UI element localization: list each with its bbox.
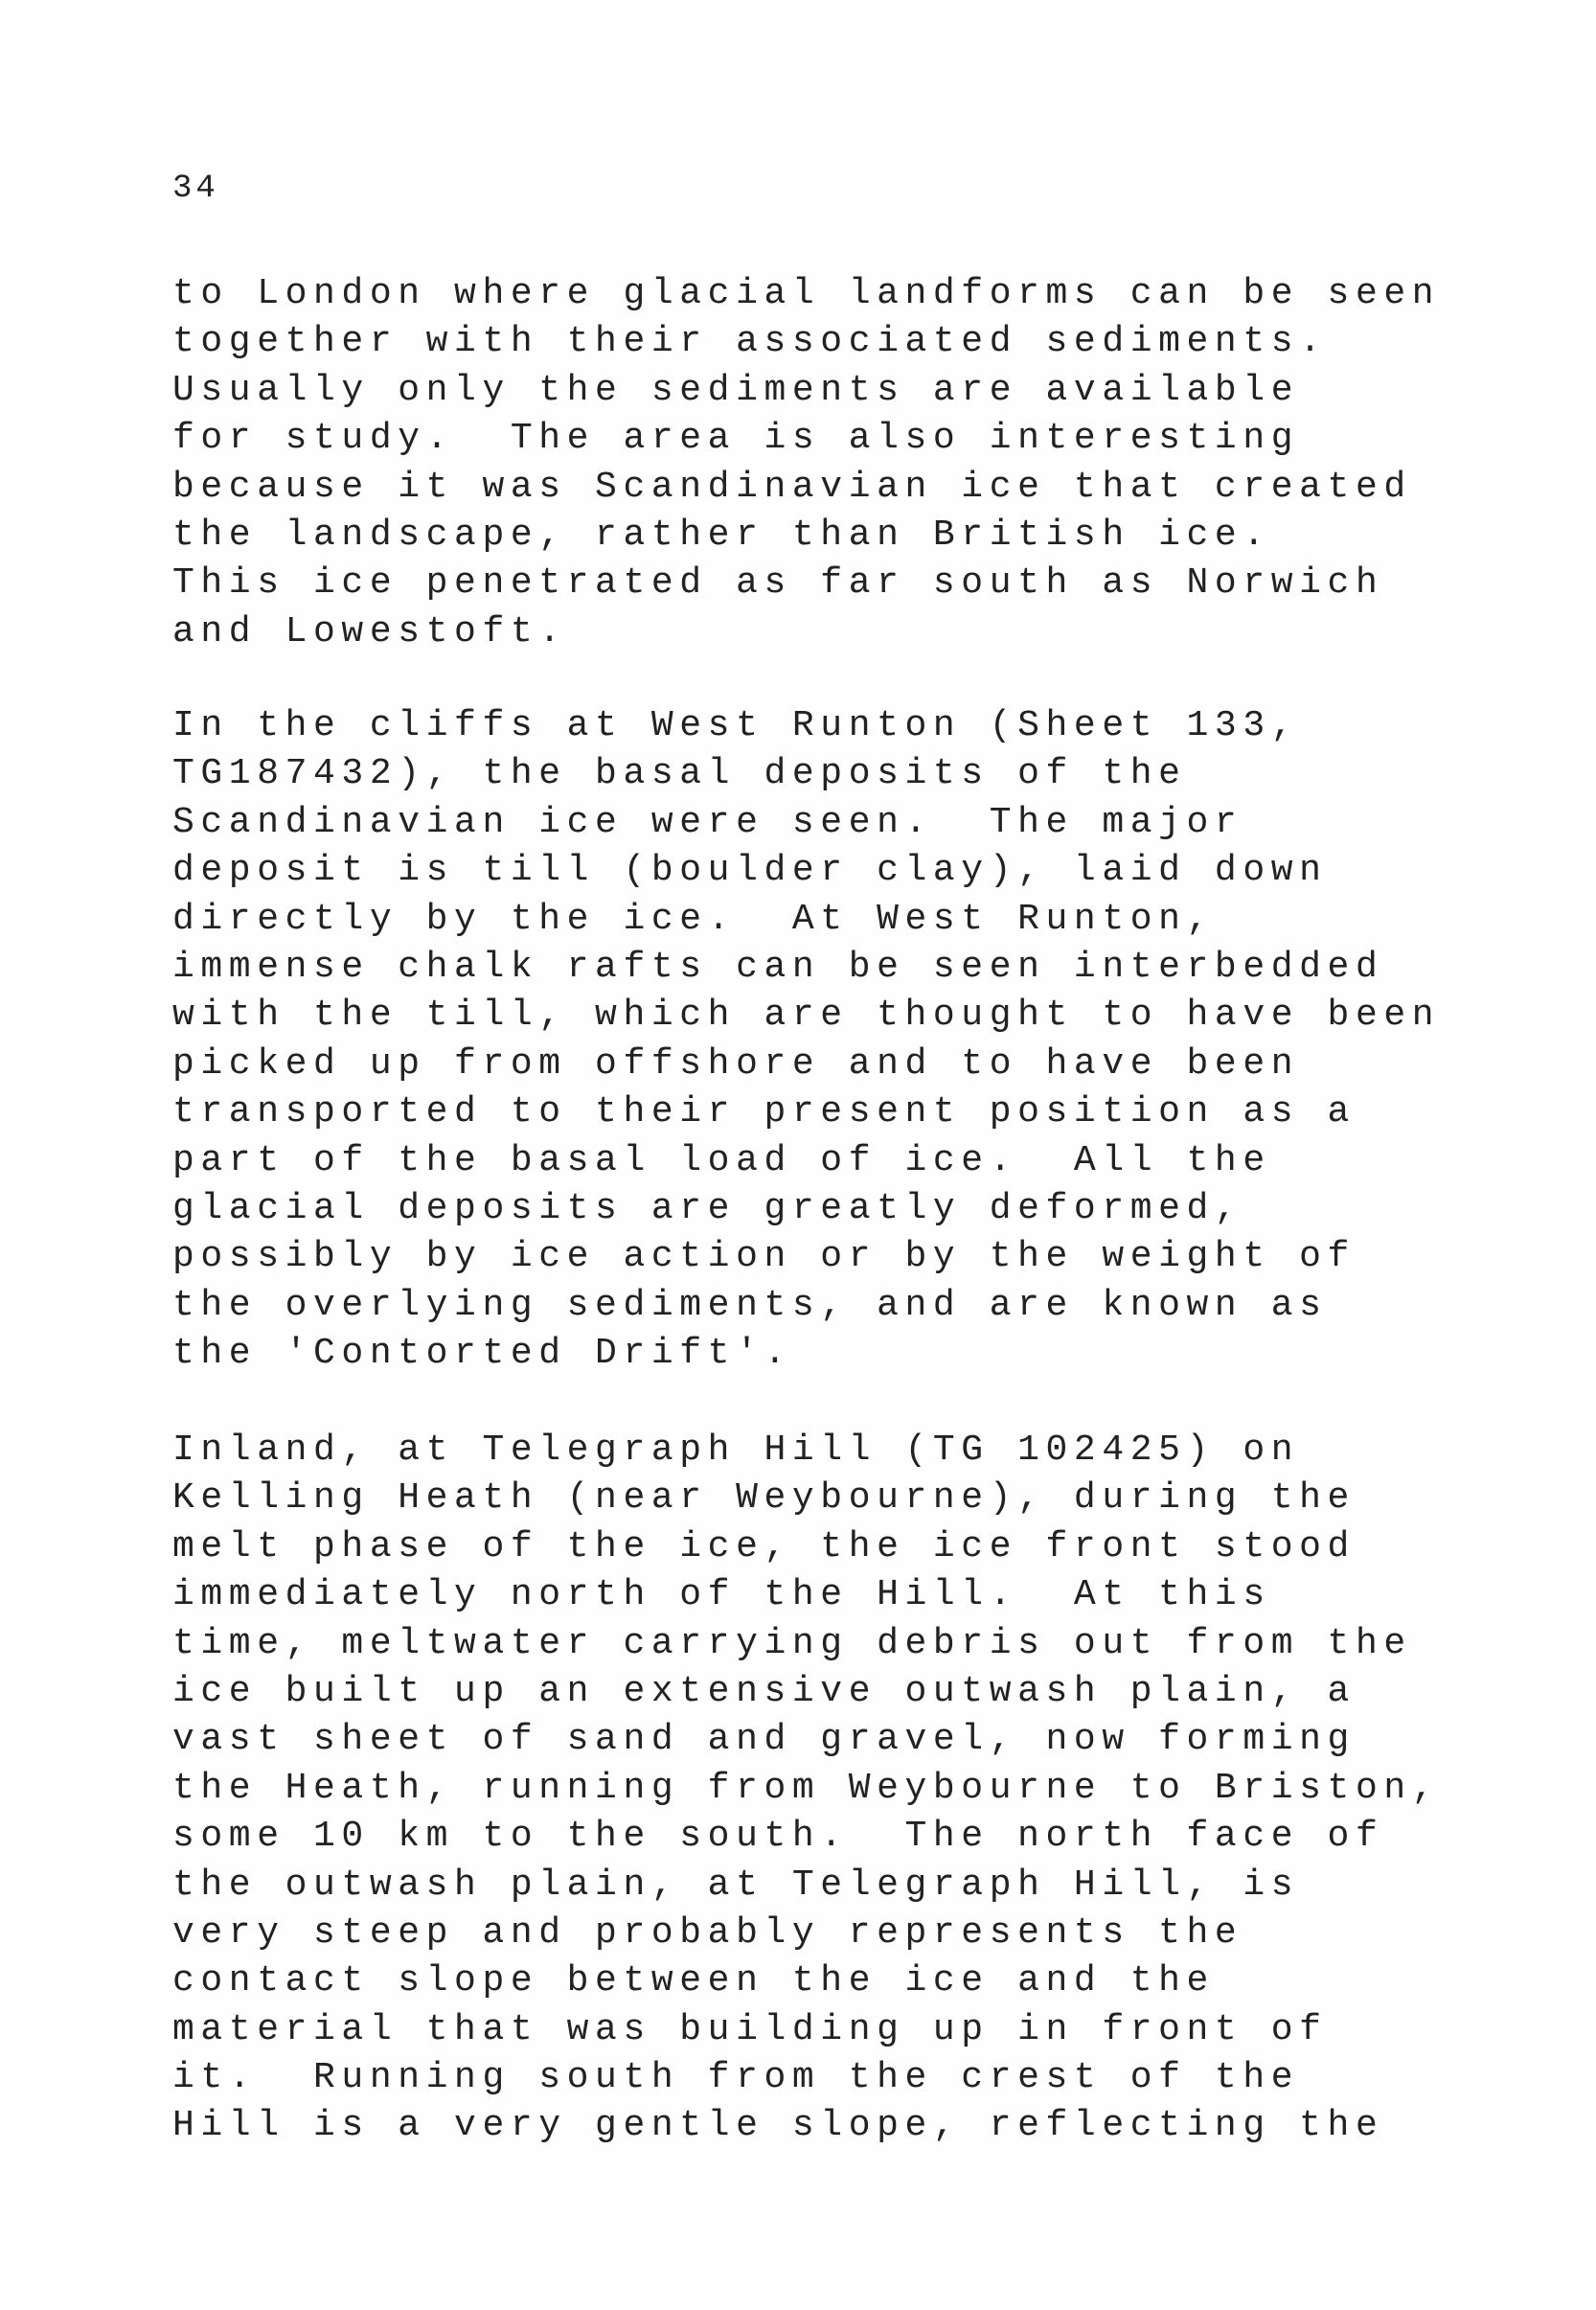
text-line: the overlying sediments, and are known as: [172, 1284, 1328, 1326]
text-line: and Lowestoft.: [172, 610, 567, 652]
text-line: Hill is a very gentle slope, reflecting the: [172, 2105, 1384, 2147]
text-line: melt phase of the ice, the ice front stood: [172, 1525, 1356, 1567]
text-line: it. Running south from the crest of the: [172, 2057, 1300, 2099]
text-line: glacial deposits are greatly deformed,: [172, 1187, 1243, 1229]
page-number: 34: [172, 171, 219, 207]
text-line: to London where glacial landforms can be seen: [172, 273, 1441, 314]
text-line: deposit is till (boulder clay), laid down: [172, 850, 1328, 892]
text-line: directly by the ice. At West Runton,: [172, 898, 1215, 940]
text-line: the 'Contorted Drift'.: [172, 1333, 792, 1375]
text-line: very steep and probably represents the: [172, 1911, 1243, 1954]
text-line: Usually only the sediments are available: [172, 369, 1300, 411]
text-line: the Heath, running from Weybourne to Briston,: [172, 1767, 1441, 1809]
text-line: for study. The area is also interesting: [172, 418, 1300, 460]
text-line: immense chalk rafts can be seen interbedded: [172, 946, 1384, 988]
text-line: Kelling Heath (near Weybourne), during the: [172, 1477, 1356, 1520]
text-line: Inland, at Telegraph Hill (TG 102425) on: [172, 1429, 1300, 1471]
paragraph-1: [172, 270, 1475, 656]
text-line: together with their associated sediments.: [172, 321, 1328, 363]
text-line: In the cliffs at West Runton (Sheet 133,: [172, 705, 1300, 746]
text-line: material that was building up in front of: [172, 2008, 1328, 2050]
text-line: Scandinavian ice were seen. The major: [172, 801, 1243, 843]
text-line: contact slope between the ice and the: [172, 1960, 1215, 2002]
text-line: transported to their present position as a: [172, 1091, 1356, 1133]
text-line: with the till, which are thought to have been: [172, 995, 1441, 1037]
text-line: ice built up an extensive outwash plain, a: [172, 1670, 1356, 1712]
text-line: possibly by ice action or by the weight of: [172, 1236, 1356, 1278]
text-line: part of the basal load of ice. All the: [172, 1139, 1271, 1181]
text-line: the landscape, rather than British ice.: [172, 514, 1271, 556]
text-line: because it was Scandinavian ice that created: [172, 466, 1412, 508]
paragraph-3: [172, 1427, 1475, 2151]
text-line: This ice penetrated as far south as Norwich: [172, 562, 1384, 605]
text-line: some 10 km to the south. The north face of: [172, 1816, 1384, 1858]
text-line: TG187432), the basal deposits of the: [172, 753, 1187, 795]
text-line: the outwash plain, at Telegraph Hill, is: [172, 1864, 1300, 1906]
paragraph-2: [172, 702, 1475, 1378]
text-line: time, meltwater carrying debris out from the: [172, 1622, 1412, 1664]
text-line: picked up from offshore and to have been: [172, 1042, 1300, 1085]
text-line: immediately north of the Hill. At this: [172, 1574, 1271, 1616]
text-line: vast sheet of sand and gravel, now forming: [172, 1719, 1356, 1761]
